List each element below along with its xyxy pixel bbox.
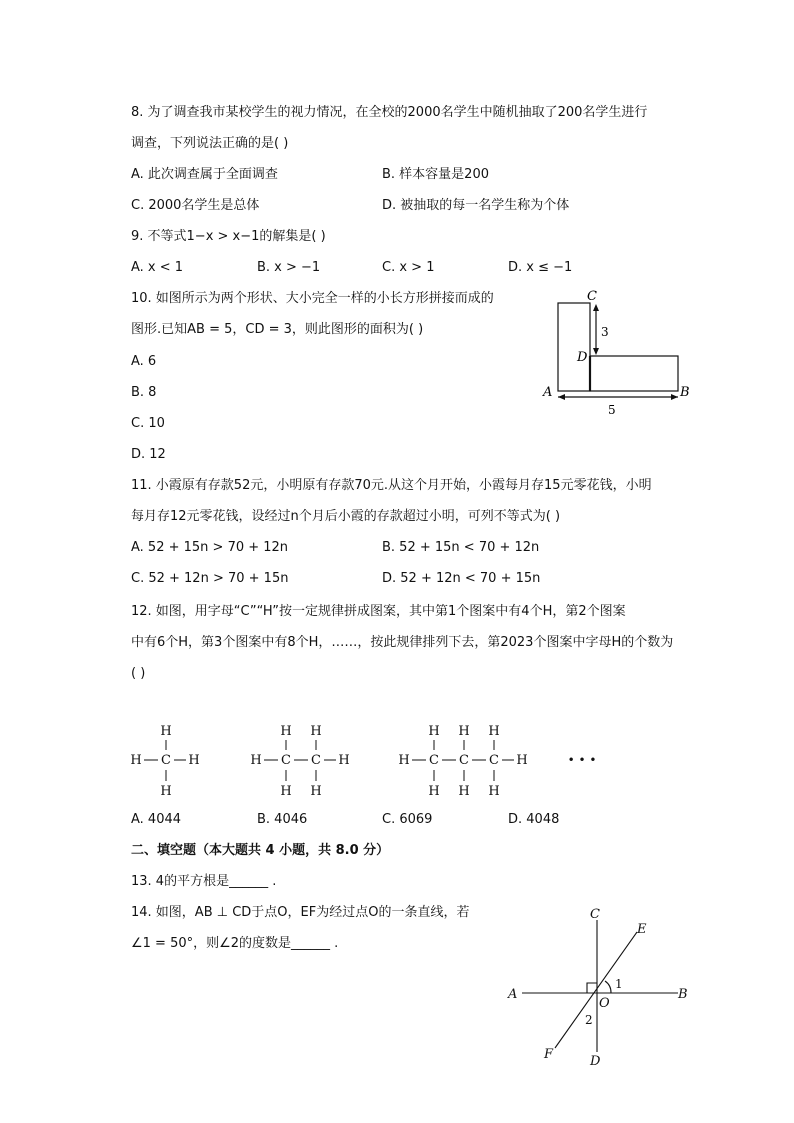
- label-c: C: [590, 907, 600, 922]
- q12-option-a: A. 4044: [131, 812, 182, 827]
- label-d: D: [590, 1054, 601, 1069]
- label-c: C: [587, 289, 597, 304]
- q12-stem-line1: 12. 如图，用字母“C”“H”按一定规律拼成图案，其中第1个图案中有4个H，第2个图案: [131, 604, 626, 619]
- q12-option-c: C. 6069: [382, 812, 433, 827]
- svg-text:H: H: [458, 784, 470, 799]
- angle-2-label: 2: [585, 1013, 593, 1027]
- q11-option-d: D. 52 + 12n < 70 + 15n: [382, 571, 541, 586]
- label-a: A: [508, 987, 518, 1002]
- q14-perpendicular-lines-figure: [500, 900, 700, 1075]
- label-a: A: [543, 385, 553, 400]
- svg-text:H: H: [458, 724, 470, 739]
- svg-text:H: H: [250, 753, 262, 768]
- q12-stem-line2: 中有6个H，第3个图案中有8个H，……，按此规律排列下去，第2023个图案中字母H的个数为: [131, 635, 674, 650]
- svg-text:H: H: [428, 784, 440, 799]
- q9-option-a: A. x < 1: [131, 260, 184, 275]
- q10-option-a: A. 6: [131, 354, 157, 369]
- svg-text:C: C: [281, 753, 291, 768]
- svg-text:H: H: [488, 784, 500, 799]
- q8-option-d: D. 被抽取的每一名学生称为个体: [382, 198, 570, 213]
- q12-option-d: D. 4048: [508, 812, 560, 827]
- q10-option-c: C. 10: [131, 416, 165, 431]
- angle-1-label: 1: [615, 977, 623, 991]
- label-e: E: [637, 922, 647, 937]
- q14-stem-line1: 14. 如图，AB ⊥ CD于点O，EF为经过点O的一条直线，若: [131, 905, 470, 920]
- label-b: B: [680, 385, 690, 400]
- line-ef: [555, 932, 637, 1048]
- svg-text:H: H: [310, 784, 322, 799]
- q11-option-a: A. 52 + 15n > 70 + 12n: [131, 540, 289, 555]
- q8-stem-line2: 调查，下列说法正确的是( ): [131, 136, 289, 151]
- svg-text:H: H: [160, 784, 172, 799]
- svg-text:C: C: [161, 753, 171, 768]
- section-heading-fill-in: 二、填空题（本大题共 4 小题，共 8.0 分）: [131, 843, 390, 858]
- q11-option-c: C. 52 + 12n > 70 + 15n: [131, 571, 289, 586]
- svg-text:C: C: [311, 753, 321, 768]
- angle-1-arc: [605, 981, 611, 993]
- q10-rectangle-figure: [535, 285, 700, 420]
- svg-text:C: C: [429, 753, 439, 768]
- q9-stem: 9. 不等式1−x > x−1的解集是( ): [131, 229, 326, 244]
- label-o: O: [599, 996, 610, 1011]
- ab-length: 5: [608, 403, 616, 417]
- svg-text:H: H: [310, 724, 322, 739]
- svg-text:H: H: [280, 724, 292, 739]
- q14-stem-line2: ∠1 = 50°，则∠2的度数是______ .: [131, 936, 339, 951]
- q12-hc-pattern-figure: [120, 718, 610, 804]
- label-b: B: [678, 987, 688, 1002]
- horizontal-rectangle: [590, 356, 678, 391]
- label-d: D: [577, 350, 588, 365]
- svg-text:H: H: [338, 753, 350, 768]
- q10-stem-line1: 10. 如图所示为两个形状、大小完全一样的小长方形拼接而成的: [131, 291, 494, 306]
- svg-text:H: H: [280, 784, 292, 799]
- q11-stem-line1: 11. 小霞原有存款52元，小明原有存款70元.从这个月开始，小霞每月存15元零花钱，小明: [131, 478, 652, 493]
- q8-stem-line1: 8. 为了调查我市某校学生的视力情况，在全校的2000名学生中随机抽取了200名学生进行: [131, 105, 648, 120]
- q8-option-b: B. 样本容量是200: [382, 167, 489, 182]
- svg-text:H: H: [516, 753, 528, 768]
- q10-option-b: B. 8: [131, 385, 157, 400]
- q10-option-d: D. 12: [131, 447, 166, 462]
- cd-length: 3: [601, 325, 609, 339]
- q11-option-b: B. 52 + 15n < 70 + 12n: [382, 540, 540, 555]
- q8-option-a: A. 此次调查属于全面调查: [131, 167, 278, 182]
- q12-stem-line3: ( ): [131, 666, 146, 681]
- q9-option-b: B. x > −1: [257, 260, 321, 275]
- svg-text:H: H: [488, 724, 500, 739]
- q10-stem-line2: 图形.已知AB = 5，CD = 3，则此图形的面积为( ): [131, 322, 424, 337]
- q12-option-b: B. 4046: [257, 812, 308, 827]
- continuation-dots: • • •: [567, 753, 597, 767]
- q9-option-d: D. x ≤ −1: [508, 260, 573, 275]
- svg-text:H: H: [130, 753, 142, 768]
- q11-stem-line2: 每月存12元零花钱，设经过n个月后小霞的存款超过小明，可列不等式为( ): [131, 509, 561, 524]
- label-f: F: [544, 1047, 554, 1062]
- svg-text:H: H: [188, 753, 200, 768]
- svg-text:H: H: [428, 724, 440, 739]
- q9-option-c: C. x > 1: [382, 260, 435, 275]
- q13-stem: 13. 4的平方根是______ .: [131, 874, 277, 889]
- svg-text:H: H: [160, 724, 172, 739]
- vertical-rectangle: [558, 303, 590, 391]
- svg-text:H: H: [398, 753, 410, 768]
- q8-option-c: C. 2000名学生是总体: [131, 198, 260, 213]
- svg-text:C: C: [459, 753, 469, 768]
- svg-text:C: C: [489, 753, 499, 768]
